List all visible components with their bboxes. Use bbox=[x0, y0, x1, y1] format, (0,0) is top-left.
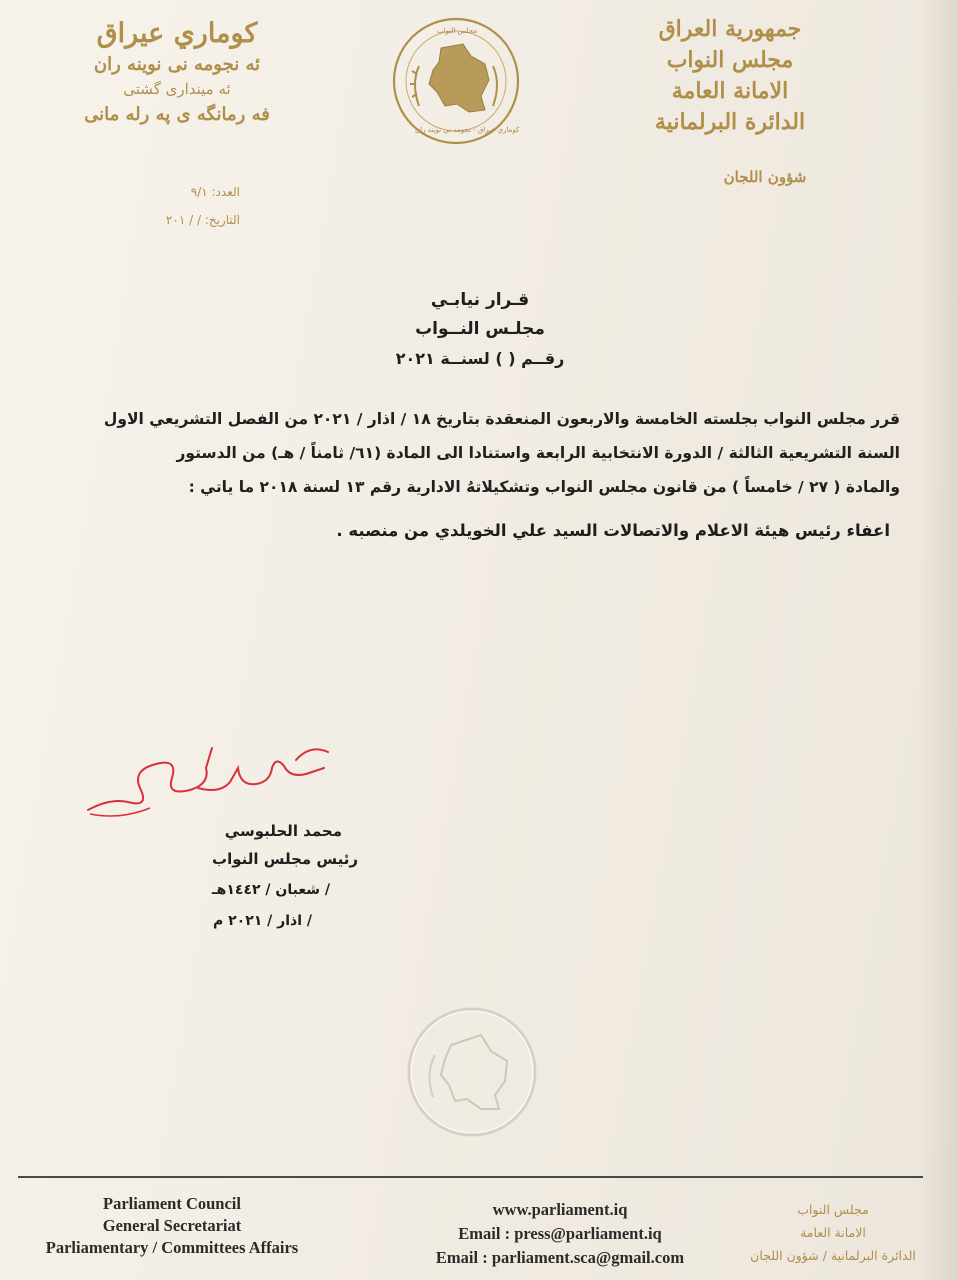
footer-arabic bbox=[748, 1198, 918, 1267]
footer-ar-line-1: مجلس النواب bbox=[797, 1202, 869, 1217]
footer-sca-email-link[interactable]: Email : parliament.sca@gmail.com bbox=[435, 1248, 685, 1267]
signatory-gregorian-date: / اذار / ٢٠٢١ م bbox=[212, 913, 312, 929]
title-line-council: مجلـس النــواب bbox=[415, 319, 545, 339]
footer-en-line-2: General Secretariat bbox=[102, 1216, 242, 1235]
header-kurdish-line-2: ئه مینداری گشتی bbox=[123, 80, 231, 98]
resolution-title bbox=[320, 285, 640, 375]
header-line-department: الدائرة البرلمانية bbox=[654, 109, 806, 135]
title-line-number: رقــم ( ) لسنــة ٢٠٢١ bbox=[395, 349, 565, 368]
footer-ar-line-3: الدائرة البرلمانية / شؤون اللجان bbox=[750, 1248, 916, 1263]
title-line-resolution: قـرار نيابـي bbox=[430, 290, 530, 310]
body-line-3: والمادة ( ٢٧ / خامساً ) من قانون مجلس النواب وتشكيلاتهُ الادارية رقم ١٣ لسنة ٢٠١٨ ما ياتي : bbox=[188, 478, 900, 496]
footer-ar-line-2: الامانة العامة bbox=[800, 1225, 866, 1240]
body-line-2: السنة التشريعية الثالثة / الدورة الانتخابية الرابعة واستنادا الى المادة (٦١/ ثامناً / هـ) من الدستور bbox=[176, 444, 900, 462]
header-line-committees: شؤون اللجان bbox=[723, 168, 807, 186]
header-kurdish-line-1: ئه نجومه نى نوينه ران bbox=[93, 54, 261, 75]
header-kurdish-line-3: فه رمانگه ی په رله مانی bbox=[84, 104, 270, 125]
reference-date: التاريخ: / / ٢٠١ bbox=[165, 213, 240, 227]
header-line-country: جمهورية العراق bbox=[658, 16, 802, 42]
signatory-block bbox=[100, 818, 360, 936]
reference-number: العدد: ٩/١ bbox=[190, 185, 240, 199]
parliament-emblem bbox=[389, 14, 524, 149]
header-line-secretariat: الامانة العامة bbox=[671, 78, 789, 104]
emblem-top-text: مجلس النواب bbox=[437, 27, 478, 35]
header-line-council: مجلس النواب bbox=[666, 47, 794, 73]
header-kurdish bbox=[72, 16, 282, 127]
footer-english bbox=[12, 1193, 332, 1259]
body-line-1: قرر مجلس النواب بجلسته الخامسة والاربعون المنعقدة بتاريخ ١٨ / اذار / ٢٠٢١ من الفصل التشريعي الاول bbox=[103, 410, 900, 428]
header-kurdish-title: كوماري عيراق bbox=[96, 18, 258, 49]
decision-text: اعفاء رئيس هيئة الاعلام والاتصالات السيد علي الخويلدي من منصبه . bbox=[336, 521, 890, 540]
resolution-body bbox=[103, 402, 900, 504]
footer-website-link[interactable]: www.parliament.iq bbox=[492, 1200, 628, 1219]
emblem-bottom-text: كوماري عيراق - نجومه ني نوينه ران bbox=[415, 126, 520, 134]
reference-block bbox=[60, 178, 240, 234]
embossed-seal-icon bbox=[405, 1005, 540, 1140]
footer-press-email-link[interactable]: Email : press@parliament.iq bbox=[458, 1224, 662, 1243]
footer-contacts bbox=[380, 1198, 740, 1270]
signature-icon bbox=[80, 738, 350, 828]
header-arabic bbox=[620, 14, 840, 193]
footer-en-line-3: Parliamentary / Committees Affairs bbox=[45, 1238, 299, 1257]
signatory-name: محمد الحلبوسي bbox=[224, 822, 342, 840]
signatory-hijri-date: / شعبان / ١٤٤٢هـ bbox=[211, 882, 330, 898]
signatory-position: رئيس مجلس النواب bbox=[212, 850, 358, 868]
footer-divider bbox=[18, 1176, 923, 1178]
footer-en-line-1: Parliament Council bbox=[103, 1194, 241, 1213]
